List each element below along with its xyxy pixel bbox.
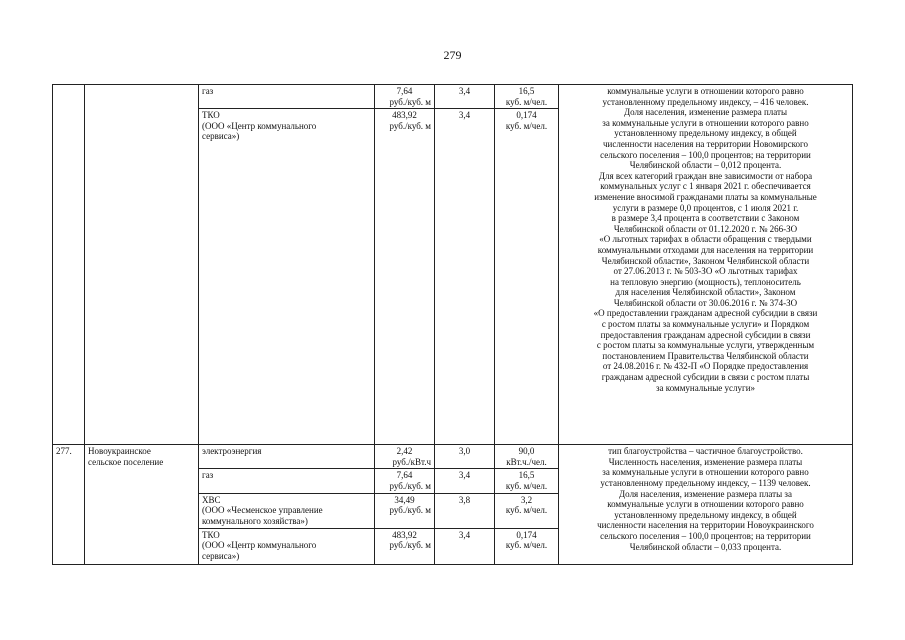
norm-cell	[495, 445, 559, 469]
comment-line: установленному предельному индексу, – 1139 человек.	[600, 477, 811, 488]
service-name: ХВС	[202, 494, 221, 505]
comment-line: установленному предельному индексу, – 416 человек.	[602, 96, 809, 107]
price-value: 7,64	[396, 470, 413, 481]
price-cell	[375, 445, 435, 469]
price-unit: руб./куб. м	[389, 540, 431, 551]
comment-line: коммунальные услуги в отношении которого равно	[607, 86, 804, 96]
row-number-cell	[53, 445, 85, 564]
norm-unit: куб. м/чел.	[505, 480, 548, 491]
row-number: 277.	[56, 446, 72, 457]
service-provider: (ООО «Чесменское управление	[202, 505, 323, 516]
settlement-name: сельское поселение	[88, 456, 164, 467]
norm-unit: куб. м/чел.	[505, 505, 548, 516]
index-cell	[435, 85, 495, 109]
price-value: 483,92	[392, 529, 417, 540]
price-value: 2,42	[396, 446, 413, 457]
norm-unit: куб. м/чел.	[505, 540, 548, 551]
comment-line: коммунальных услуг с 1 января 2021 г. обеспечивается	[600, 181, 811, 192]
index-cell	[435, 528, 495, 564]
index-value: 3,4	[458, 529, 471, 540]
comment-line: Для всех категорий граждан вне зависимости от набора	[598, 170, 813, 181]
comment-line: с ростом платы за коммунальные услуги» и Порядком	[601, 319, 810, 330]
norm-unit: куб. м/чел.	[505, 120, 548, 131]
comment-line: от 27.06.2013 г. № 503-ЗО «О льготных тарифах	[613, 266, 798, 277]
comment-line: на тепловую энергию (мощность), теплоноситель	[610, 276, 801, 287]
comment-line: за коммунальные услуги в отношении которого равно	[602, 467, 809, 478]
comment-line: для населения Челябинской области», Законом	[615, 287, 796, 298]
comment-line: с ростом платы за коммунальные услуги, утвержденным	[596, 340, 815, 351]
comment-line: от 24.08.2016 г. № 432-П «О Порядке предоставления	[602, 361, 809, 372]
comment-line: изменение вносимой гражданами платы за коммунальные	[594, 191, 817, 202]
service-provider: сервиса»)	[202, 131, 240, 142]
norm-unit: кВт.ч./чел.	[506, 456, 547, 467]
index-value: 3,8	[458, 494, 471, 505]
norm-cell	[495, 85, 559, 109]
norm-cell	[495, 493, 559, 528]
comment-line: сельского поселения – 100,0 процентов; на территории	[600, 149, 811, 160]
norm-cell	[495, 469, 559, 493]
comment-line: Челябинской области», Законом Челябинской области	[601, 255, 810, 266]
service-name: ТКО	[202, 110, 220, 121]
price-value: 34,49	[394, 494, 415, 505]
comment-line: установленному предельному индексу, в общей	[614, 128, 797, 139]
norm-value: 0,174	[516, 529, 537, 540]
page-number: 279	[443, 48, 462, 62]
comment-line: Челябинской области от 30.06.2016 г. № 374-ЗО	[613, 297, 798, 308]
row-number-cell	[53, 85, 85, 445]
price-cell	[375, 528, 435, 564]
comment-line: численности населения на территории Новомирского	[602, 138, 808, 149]
comment-line: «О предоставлении гражданам адресной субсидии в связи	[593, 308, 818, 319]
service-cell	[199, 445, 375, 469]
norm-value: 0,174	[516, 110, 537, 121]
comment-line: Численность населения, изменение размера платы	[608, 456, 803, 467]
settlement-name: Новоукраинское	[88, 446, 151, 457]
comment-line: Доля населения, изменение размера платы	[623, 107, 788, 118]
service-cell	[199, 85, 375, 109]
norm-value: 16,5	[518, 470, 535, 481]
norm-cell	[495, 109, 559, 445]
service-name: газ	[202, 470, 214, 481]
comment-line: Челябинской области – 0,033 процента.	[629, 541, 782, 552]
index-cell	[435, 109, 495, 445]
comment-line: «О льготных тарифах в области обращения с твердыми	[599, 234, 812, 245]
norm-value: 16,5	[518, 86, 535, 96]
price-unit: руб./куб. м	[389, 96, 431, 107]
index-cell	[435, 445, 495, 469]
settlement-cell	[85, 445, 199, 564]
service-name: ТКО	[202, 529, 220, 540]
comment-line: гражданам адресной субсидии в связи с ростом платы	[601, 372, 810, 383]
price-cell	[375, 109, 435, 445]
comment-line: коммунальные услуги в отношении которого равно	[607, 499, 804, 510]
service-provider: сервиса»)	[202, 550, 240, 561]
index-value: 3,0	[458, 446, 471, 457]
index-value: 3,4	[458, 470, 471, 481]
price-unit: руб./кВт.ч	[392, 456, 431, 467]
index-cell	[435, 493, 495, 528]
norm-unit: куб. м/чел.	[505, 96, 548, 107]
table-row	[53, 85, 853, 109]
comment-line: за коммунальные услуги в отношении которого равно	[602, 117, 809, 128]
settlement-cell	[85, 85, 199, 445]
service-provider: (ООО «Центр коммунального	[202, 540, 317, 551]
comment-line: постановлением Правительства Челябинской области	[602, 350, 809, 361]
comment-line: за коммунальные услуги»	[655, 382, 756, 393]
price-cell	[375, 85, 435, 109]
price-unit: руб./куб. м	[389, 120, 431, 131]
comment-line: тип благоустройства – частичное благоустройство.	[608, 446, 803, 457]
price-unit: руб./куб. м	[389, 505, 431, 516]
price-value: 7,64	[396, 86, 413, 96]
norm-value: 3,2	[520, 494, 533, 505]
norm-value: 90,0	[518, 446, 535, 457]
comment-cell	[559, 445, 853, 564]
index-cell	[435, 469, 495, 493]
price-unit: руб./куб. м	[389, 480, 431, 491]
service-cell	[199, 109, 375, 445]
tariff-table	[52, 84, 853, 565]
price-cell	[375, 469, 435, 493]
comment-line: услуги в размере 0,0 процентов, с 1 июля 2021 г.	[612, 202, 799, 213]
service-provider: коммунального хозяйства»)	[202, 515, 308, 526]
service-cell	[199, 528, 375, 564]
index-value: 3,4	[458, 86, 471, 96]
index-value: 3,4	[458, 110, 471, 121]
service-name: электроэнергия	[202, 446, 262, 457]
price-value: 483,92	[392, 110, 417, 121]
comment-line: Челябинской области – 0,012 процента.	[629, 160, 782, 171]
comment-line: сельского поселения – 100,0 процентов; на территории	[600, 530, 811, 541]
service-provider: (ООО «Центр коммунального	[202, 120, 317, 131]
price-cell	[375, 493, 435, 528]
service-cell	[199, 493, 375, 528]
table-row	[53, 445, 853, 469]
comment-line: Доля населения, изменение размера платы за	[619, 488, 792, 499]
service-name: газ	[202, 86, 214, 96]
comment-line: численности населения на территории Новоукраинского	[597, 520, 814, 531]
comment-line: коммунальными отходами для населения на территории	[597, 244, 814, 255]
norm-cell	[495, 528, 559, 564]
service-cell	[199, 469, 375, 493]
comment-line: в размере 3,4 процента в соответствии с Законом	[611, 213, 800, 224]
comment-line: Челябинской области от 01.12.2020 г. № 266-ЗО	[613, 223, 798, 234]
comment-cell	[559, 85, 853, 445]
comment-line: предоставления гражданам адресной субсидии в связи	[600, 329, 811, 340]
comment-line: установленному предельному индексу, в общей	[614, 509, 797, 520]
